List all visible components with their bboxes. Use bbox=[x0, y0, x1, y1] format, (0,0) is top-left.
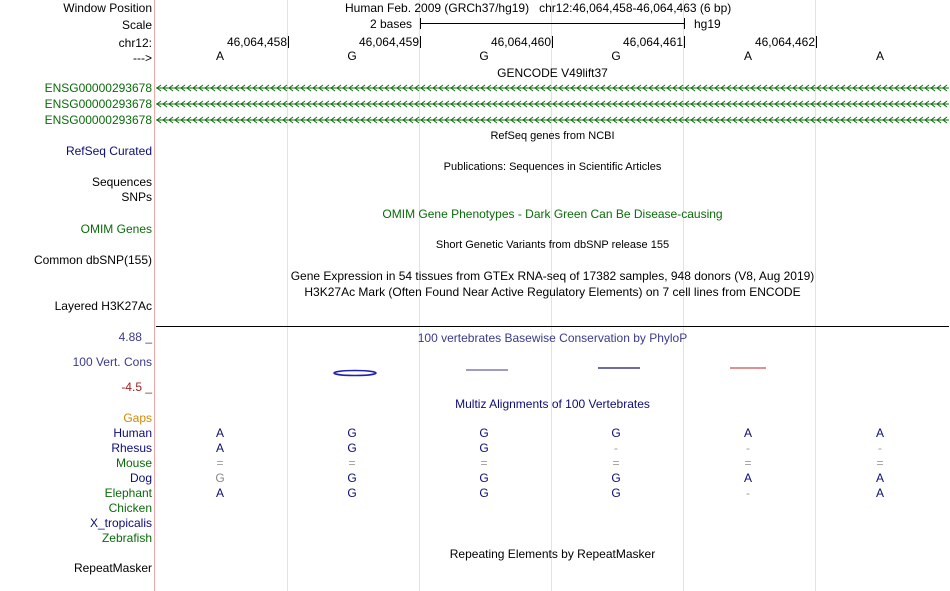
alignment-base: A bbox=[215, 486, 224, 500]
refseq-track-label[interactable]: RefSeq Curated bbox=[65, 144, 152, 158]
alignment-base: = bbox=[480, 456, 488, 470]
alignment-base: G bbox=[347, 471, 357, 485]
strand-label: ---> bbox=[133, 51, 152, 65]
alignment-base: G bbox=[611, 426, 621, 440]
h3k27ac-track-label[interactable]: Layered H3K27Ac bbox=[54, 299, 152, 313]
omim-track-label[interactable]: OMIM Genes bbox=[80, 222, 152, 236]
multiz-track-title[interactable]: Multiz Alignments of 100 Vertebrates bbox=[455, 397, 650, 411]
scale-bar-right-end bbox=[684, 18, 685, 29]
alignment-base: G bbox=[347, 486, 357, 500]
alignment-base: A bbox=[875, 471, 884, 485]
coordinate-label: 46,064,458 bbox=[226, 35, 287, 49]
scale-bar bbox=[420, 23, 684, 24]
repeatmasker-track-label[interactable]: RepeatMasker bbox=[73, 561, 152, 575]
species-label-chicken[interactable]: Chicken bbox=[108, 501, 152, 515]
alignment-base: = bbox=[612, 456, 620, 470]
phylop-max-label: 4.88 _ bbox=[118, 330, 152, 344]
sequence-base: A bbox=[215, 49, 224, 63]
alignment-base: - bbox=[614, 441, 618, 455]
alignment-base: = bbox=[216, 456, 224, 470]
sequence-base: A bbox=[743, 49, 752, 63]
alignment-base: G bbox=[479, 441, 489, 455]
phylop-track-label[interactable]: 100 Vert. Cons bbox=[72, 355, 152, 369]
species-label-mouse[interactable]: Mouse bbox=[115, 456, 152, 470]
sequence-base: G bbox=[479, 49, 489, 63]
gtex-track-title[interactable]: Gene Expression in 54 tissues from GTEx RNA-seq of 17382 samples, 948 donors (V8, Aug 2019) bbox=[290, 269, 815, 283]
h3k27ac-track-title[interactable]: H3K27Ac Mark (Often Found Near Active Regulatory Elements) on 7 cell lines from ENCODE bbox=[304, 285, 801, 299]
alignment-base: G bbox=[347, 426, 357, 440]
alignment-base: G bbox=[215, 471, 225, 485]
window-position-label: Window Position bbox=[63, 1, 152, 15]
alignment-base: - bbox=[746, 486, 750, 500]
alignment-base: A bbox=[875, 426, 884, 440]
species-label-dog[interactable]: Dog bbox=[129, 471, 152, 485]
alignment-base: G bbox=[479, 486, 489, 500]
species-label-rhesus[interactable]: Rhesus bbox=[111, 441, 152, 455]
alignment-base: G bbox=[347, 441, 357, 455]
species-label-elephant[interactable]: Elephant bbox=[104, 486, 152, 500]
scale-label: Scale bbox=[121, 18, 152, 32]
alignment-base: G bbox=[479, 471, 489, 485]
phylop-min-label: -4.5 _ bbox=[121, 380, 152, 394]
alignment-base: = bbox=[744, 456, 752, 470]
species-label-x-tropicalis[interactable]: X_tropicalis bbox=[89, 516, 152, 530]
coordinate-tick bbox=[288, 36, 289, 48]
species-label-zebrafish[interactable]: Zebrafish bbox=[101, 531, 152, 545]
species-label-human[interactable]: Human bbox=[113, 426, 152, 440]
sequence-base: G bbox=[611, 49, 621, 63]
publications-track-title[interactable]: Publications: Sequences in Scientific Articles bbox=[443, 161, 662, 173]
coordinate-label: 46,064,460 bbox=[490, 35, 551, 49]
gencode-gene-label[interactable]: ENSG00000293678 bbox=[44, 113, 152, 127]
gencode-track-title[interactable]: GENCODE V49lift37 bbox=[497, 66, 608, 80]
publications-sequences-label[interactable]: Sequences bbox=[91, 175, 152, 189]
coordinate-tick bbox=[420, 36, 421, 48]
sequence-base: A bbox=[875, 49, 884, 63]
alignment-base: - bbox=[878, 441, 882, 455]
alignment-base: = bbox=[348, 456, 356, 470]
scale-left-text: 2 bases bbox=[370, 17, 413, 31]
sequence-base: G bbox=[347, 49, 357, 63]
omim-track-title[interactable]: OMIM Gene Phenotypes - Dark Green Can Be Disease-causing bbox=[382, 207, 723, 221]
publications-snps-label[interactable]: SNPs bbox=[121, 190, 152, 204]
alignment-base: A bbox=[743, 426, 752, 440]
alignment-base: A bbox=[743, 471, 752, 485]
repeatmasker-track-title[interactable]: Repeating Elements by RepeatMasker bbox=[449, 547, 656, 561]
refseq-track-title[interactable]: RefSeq genes from NCBI bbox=[490, 130, 615, 142]
coordinate-label: 46,064,459 bbox=[358, 35, 419, 49]
alignment-base: - bbox=[746, 441, 750, 455]
alignment-base: A bbox=[875, 486, 884, 500]
gencode-gene-feature[interactable] bbox=[156, 97, 949, 111]
dbsnp-track-title[interactable]: Short Genetic Variants from dbSNP release 155 bbox=[435, 239, 670, 251]
gencode-gene-label[interactable]: ENSG00000293678 bbox=[44, 81, 152, 95]
alignment-base: A bbox=[215, 441, 224, 455]
coordinate-label: 46,064,461 bbox=[622, 35, 683, 49]
coordinate-tick bbox=[552, 36, 553, 48]
alignment-base: G bbox=[479, 426, 489, 440]
multiz-gaps-label[interactable]: Gaps bbox=[123, 411, 152, 425]
window-position-value[interactable]: Human Feb. 2009 (GRCh37/hg19) chr12:46,064,458-46,064,463 (6 bp) bbox=[345, 1, 732, 15]
alignment-base: G bbox=[611, 471, 621, 485]
gencode-gene-feature[interactable] bbox=[156, 113, 949, 127]
gencode-gene-feature[interactable] bbox=[156, 81, 949, 95]
alignment-base: G bbox=[611, 486, 621, 500]
phylop-track-title[interactable]: 100 vertebrates Basewise Conservation by PhyloP bbox=[417, 331, 688, 345]
coordinate-label: 46,064,462 bbox=[754, 35, 815, 49]
alignment-base: = bbox=[876, 456, 884, 470]
phylop-signal bbox=[156, 360, 949, 380]
gencode-gene-label[interactable]: ENSG00000293678 bbox=[44, 97, 152, 111]
dbsnp-track-label[interactable]: Common dbSNP(155) bbox=[33, 253, 152, 267]
chrom-label: chr12: bbox=[118, 36, 152, 50]
coordinate-tick bbox=[684, 36, 685, 48]
h3k27ac-signal-line bbox=[156, 326, 949, 327]
alignment-base: A bbox=[215, 426, 224, 440]
scale-assembly: hg19 bbox=[694, 17, 721, 31]
coordinate-tick bbox=[816, 36, 817, 48]
